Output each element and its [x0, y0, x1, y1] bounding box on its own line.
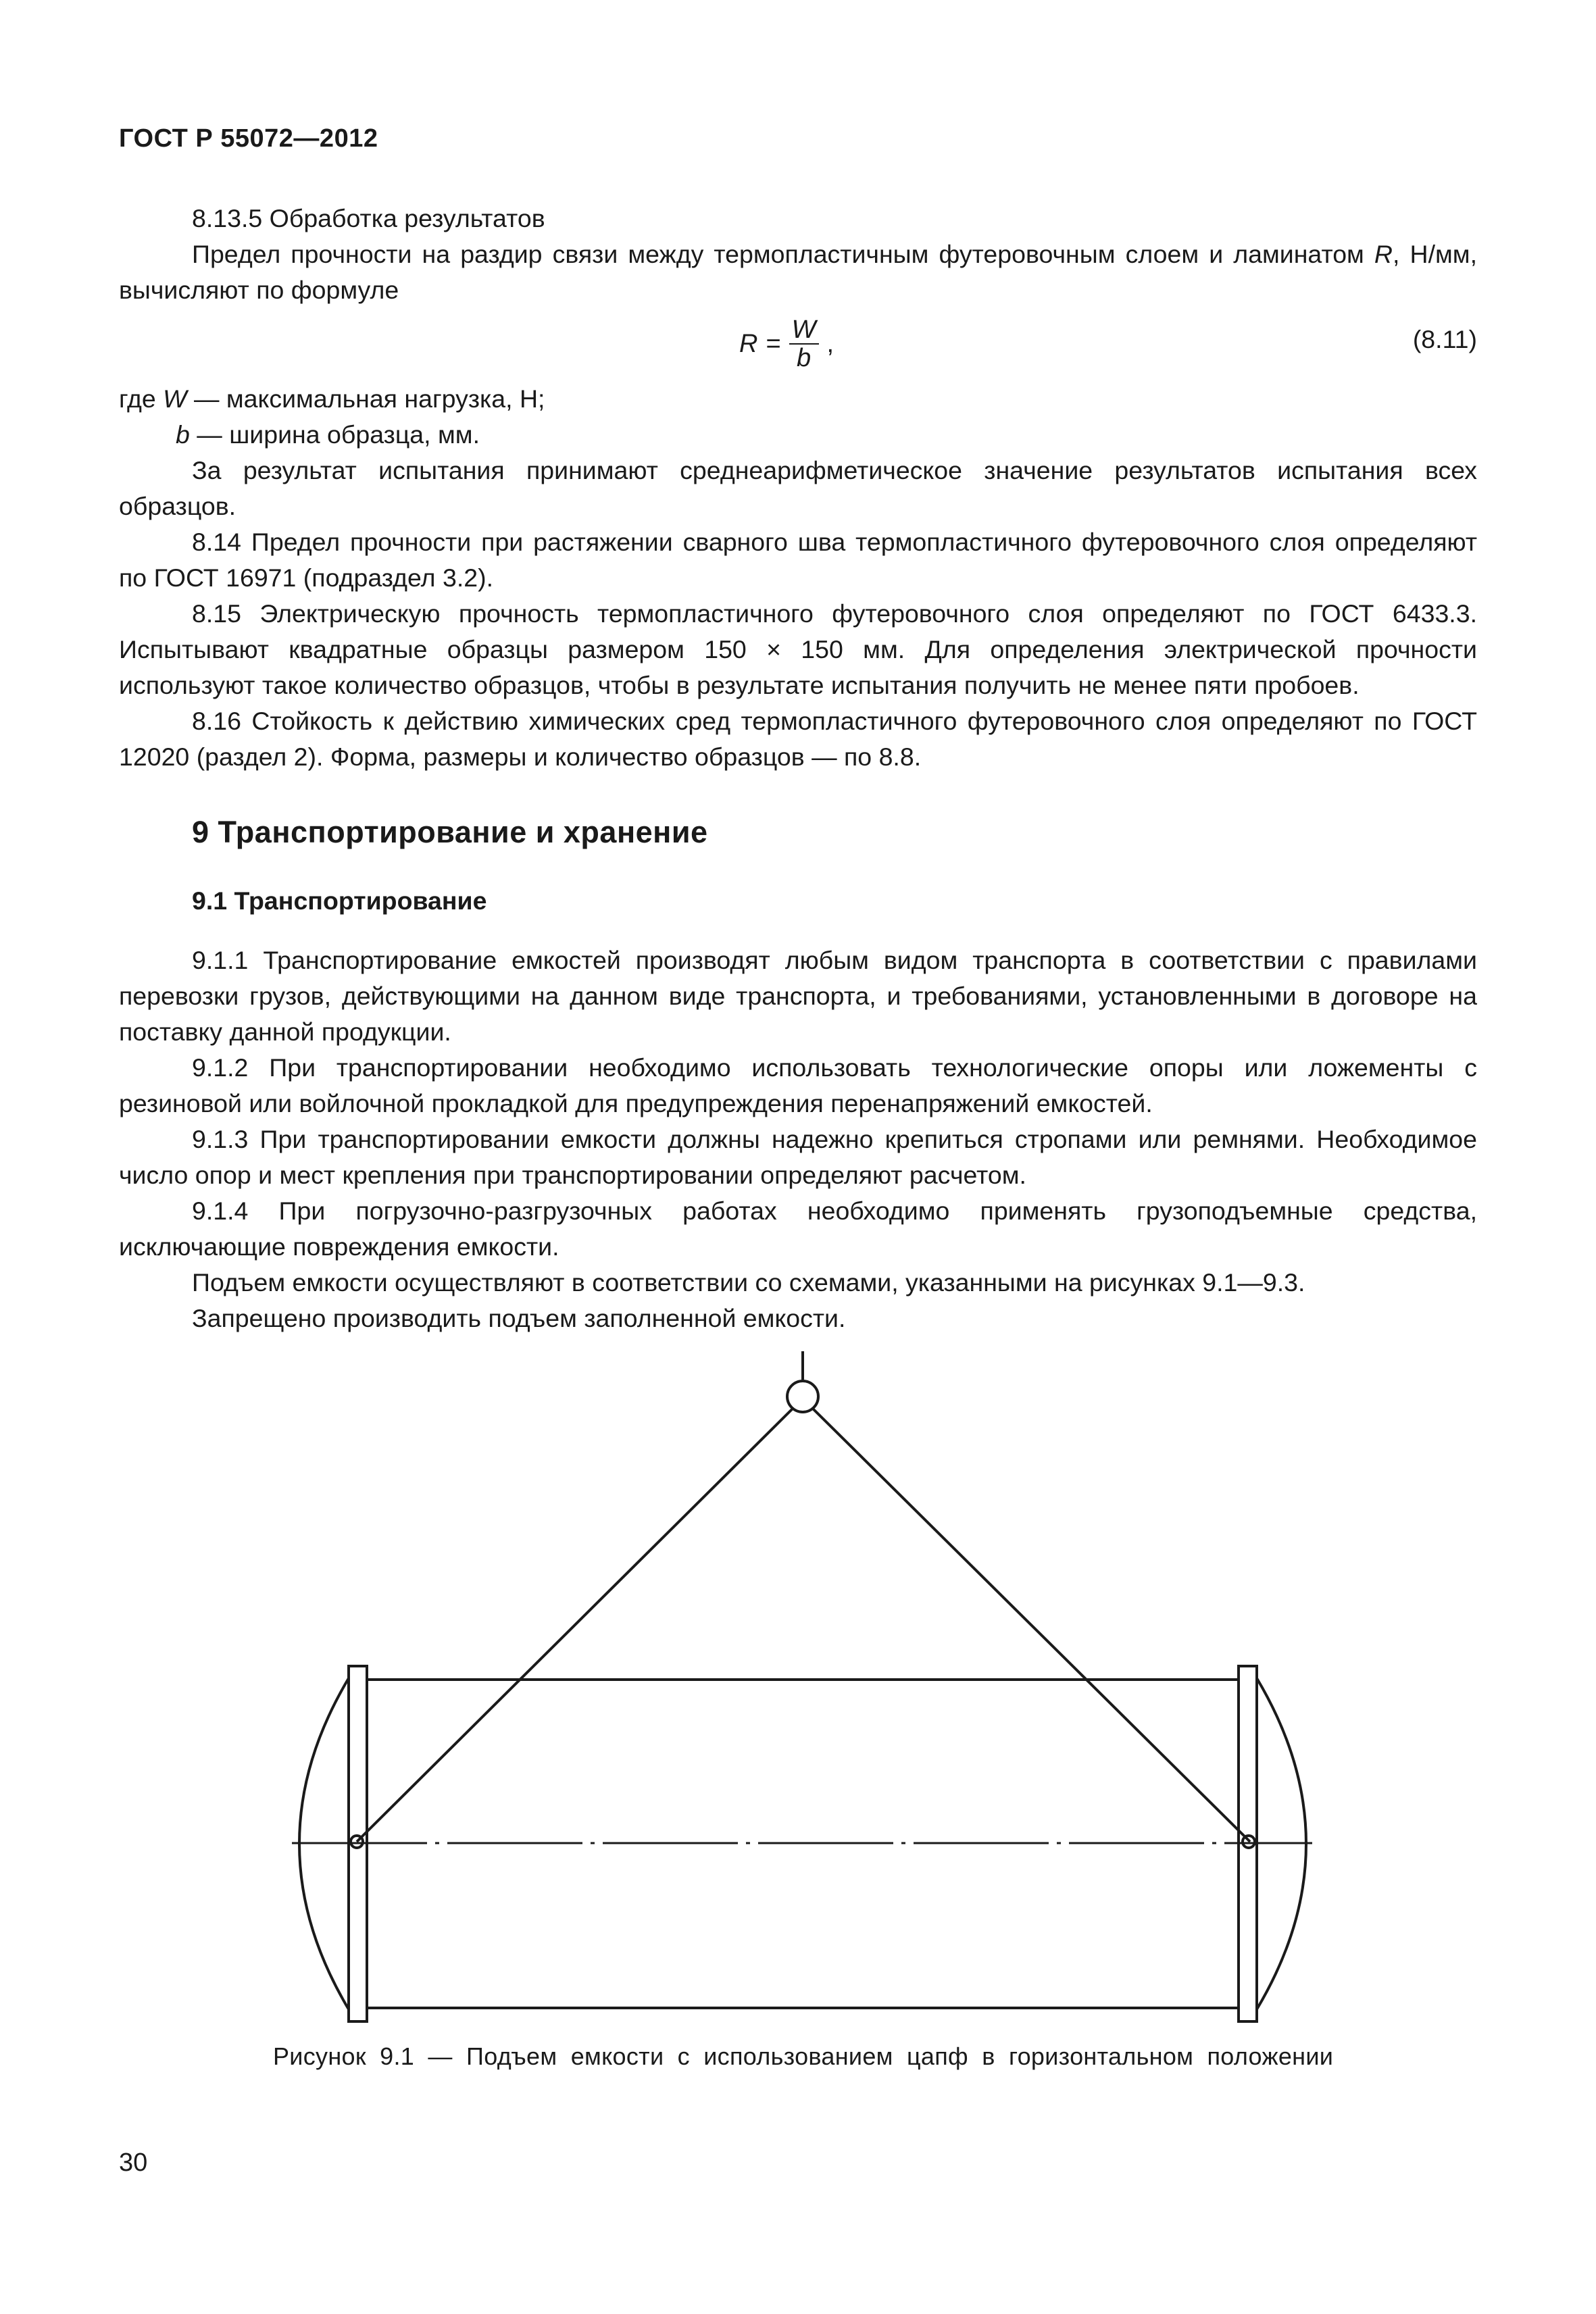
paragraph-8-14: 8.14 Предел прочности при растяжении сварного шва термопластичного футеровочного слоя определяют по ГОСТ 16971 (подраздел 3.2).	[119, 528, 1477, 592]
tank-lifting-diagram	[0, 1331, 1596, 2047]
where-b-text: — ширина образца, мм.	[189, 420, 480, 449]
paragraph-9-1-1: 9.1.1 Транспортирование емкостей производят любым видом транспорта в соответствии с правилами перевозки грузов, действующими на данном виде транспорта, и требованиями, установленными в договоре на поставку данной продукции.	[119, 946, 1477, 1046]
variable-w: W	[163, 384, 187, 413]
lifting-ring	[787, 1381, 818, 1412]
paragraph-9-1-4: 9.1.4 При погрузочно-разгрузочных работах необходимо применять грузоподъемные средства, исключающие повреждения емкости.	[119, 1197, 1477, 1261]
page-number: 30	[119, 2148, 148, 2177]
formula-numerator: W	[789, 316, 819, 345]
where-w	[119, 381, 1477, 417]
paragraph-8-15: 8.15 Электрическую прочность термопластичного футеровочного слоя определяют по ГОСТ 6433.3. Испытывают квадратные образцы размером 150 × 150 мм. Для определения электрической прочности используют такое количество образцов, чтобы в результате испытания получить не менее пяти пробоев.	[119, 599, 1477, 699]
figure-caption: Рисунок 9.1 — Подъем емкости с использованием цапф в горизонтальном положении	[273, 2042, 1334, 2070]
equation-number: (8.11)	[1412, 325, 1477, 353]
formula-lhs: R	[739, 329, 758, 358]
intro-text-1: Предел прочности на раздир связи между термопластичным футеровочным слоем и ламинатом	[192, 240, 1374, 268]
intro-text-2: , Н/мм, вычисляют по формуле	[119, 240, 1477, 304]
paragraph-8-16: 8.16 Стойкость к действию химических сред термопластичного футеровочного слоя определяют по ГОСТ 12020 (раздел 2). Форма, размеры и количество образцов — по 8.8.	[119, 707, 1477, 771]
subsection-8-13-5-title: 8.13.5 Обработка результатов	[192, 204, 545, 232]
paragraph-9-1-3: 9.1.3 При транспортировании емкости должны надежно крепиться стропами или ремнями. Необходимое число опор и мест крепления при транспортировании определяют расчетом.	[119, 1125, 1477, 1189]
sling-left	[357, 1408, 793, 1842]
section-9-heading: 9 Транспортирование и хранение	[192, 815, 708, 849]
paragraph-8-13-5-intro	[119, 236, 1477, 308]
formula-denominator: b	[797, 344, 812, 372]
section-9-1-heading: 9.1 Транспортирование	[192, 886, 487, 915]
sling-right	[812, 1408, 1250, 1842]
paragraph-result: За результат испытания принимают среднеарифметическое значение результатов испытания всех образцов.	[119, 456, 1477, 520]
paragraph-lift: Подъем емкости осуществляют в соответствии со схемами, указанными на рисунках 9.1—9.3.	[192, 1268, 1305, 1297]
variable-b: b	[176, 420, 190, 449]
where-prefix: где	[119, 384, 164, 413]
formula-comma: ,	[826, 329, 834, 358]
formula-equals: =	[766, 329, 781, 358]
formula-expression	[739, 316, 834, 372]
formula-fraction	[789, 316, 819, 372]
paragraph-forbidden: Запрещено производить подъем заполненной емкости.	[192, 1304, 846, 1332]
page-content	[119, 201, 1477, 1336]
paragraph-9-1-2: 9.1.2 При транспортировании необходимо использовать технологические опоры или ложементы с резиновой или войлочной прокладкой для предупреждения перенапряжений емкостей.	[119, 1053, 1477, 1117]
where-b	[119, 417, 1477, 453]
where-w-text: — максимальная нагрузка, Н;	[186, 384, 545, 413]
formula-8-11	[119, 308, 1477, 381]
variable-r: R	[1374, 240, 1393, 268]
document-header: ГОСТ Р 55072—2012	[119, 124, 378, 153]
